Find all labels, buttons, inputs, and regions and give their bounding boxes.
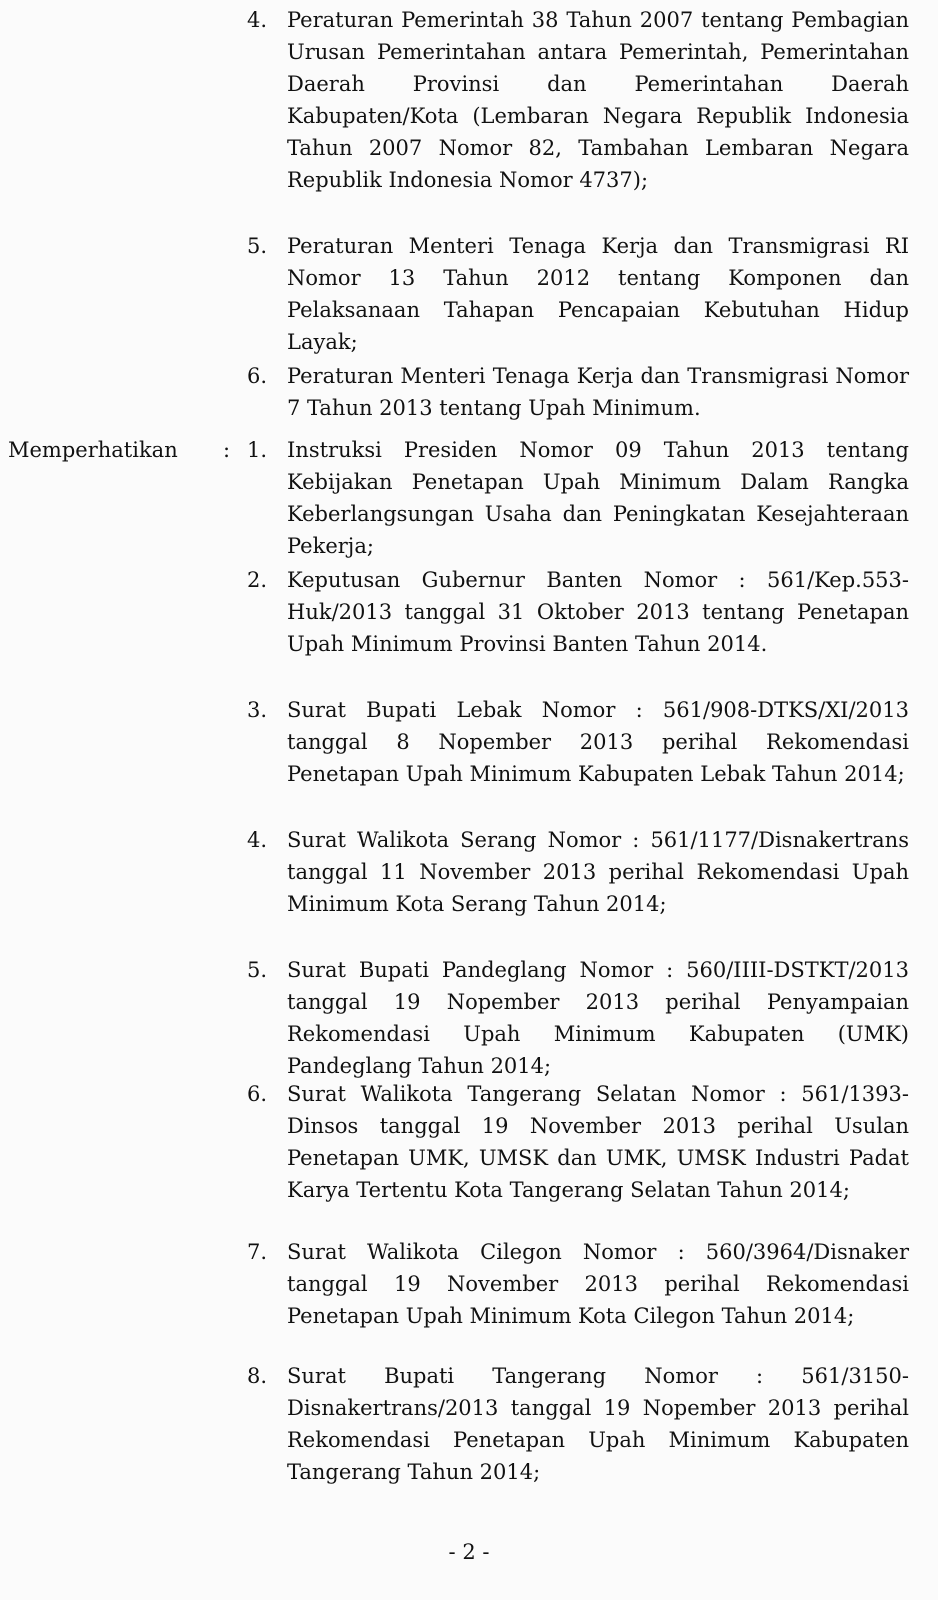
list-item-text: Surat Walikota Serang Nomor : 561/1177/Disnakertrans tanggal 11 November 2013 perihal Rekomendasi Upah Minimum Kota Serang Tahun 2014;	[287, 828, 909, 916]
page-number: - 2 -	[448, 1540, 490, 1564]
section-colon: :	[223, 438, 231, 462]
list-item-number: 8.	[247, 1364, 268, 1388]
list-item-number: 1.	[247, 438, 268, 462]
list-item-number: 3.	[247, 698, 268, 722]
list-item-number: 6.	[247, 1082, 268, 1106]
list-item-text: Instruksi Presiden Nomor 09 Tahun 2013 tentang Kebijakan Penetapan Upah Minimum Dalam Rangka Keberlangsungan Usaha dan Peningkatan Kesejahteraan Pekerja;	[287, 438, 909, 558]
list-item-text: Peraturan Menteri Tenaga Kerja dan Transmigrasi Nomor 7 Tahun 2013 tentang Upah Minimum.	[287, 364, 909, 420]
list-item-number: 2.	[247, 568, 268, 592]
list-item-text: Keputusan Gubernur Banten Nomor : 561/Kep.553-Huk/2013 tanggal 31 Oktober 2013 tentang Penetapan Upah Minimum Provinsi Banten Tahun 2014.	[287, 568, 909, 656]
list-item-text: Surat Bupati Lebak Nomor : 561/908-DTKS/XI/2013 tanggal 8 Nopember 2013 perihal Rekomendasi Penetapan Upah Minimum Kabupaten Lebak Tahun 2014;	[287, 698, 909, 786]
list-item-number: 6.	[247, 364, 268, 388]
list-item-text: Surat Walikota Tangerang Selatan Nomor : 561/1393-Dinsos tanggal 19 November 2013 perihal Usulan Penetapan UMK, UMSK dan UMK, UMSK Industri Padat Karya Tertentu Kota Tangerang Selatan Tahun 2014;	[287, 1082, 909, 1202]
list-item-number: 4.	[247, 828, 268, 852]
list-item-text: Surat Bupati Pandeglang Nomor : 560/IIII-DSTKT/2013 tanggal 19 Nopember 2013 perihal Penyampaian Rekomendasi Upah Minimum Kabupaten (UMK) Pandeglang Tahun 2014;	[287, 958, 909, 1078]
list-item-number: 5.	[247, 234, 268, 258]
list-item-number: 4.	[247, 8, 268, 32]
list-item-text: Surat Bupati Tangerang Nomor : 561/3150-Disnakertrans/2013 tanggal 19 Nopember 2013 perihal Rekomendasi Penetapan Upah Minimum Kabupaten Tangerang Tahun 2014;	[287, 1364, 909, 1484]
list-item-number: 7.	[247, 1240, 268, 1264]
list-item-text: Peraturan Pemerintah 38 Tahun 2007 tentang Pembagian Urusan Pemerintahan antara Pemerintah, Pemerintahan Daerah Provinsi dan Pemerintahan Daerah Kabupaten/Kota (Lembaran Negara Republik Indonesia Tahun 2007 Nomor 82, Tambahan Lembaran Negara Republik Indonesia Nomor 4737);	[287, 8, 909, 192]
list-item-text: Peraturan Menteri Tenaga Kerja dan Transmigrasi RI Nomor 13 Tahun 2012 tentang Komponen dan Pelaksanaan Tahapan Pencapaian Kebutuhan Hidup Layak;	[287, 234, 909, 354]
list-item-text: Surat Walikota Cilegon Nomor : 560/3964/Disnaker tanggal 19 November 2013 perihal Rekomendasi Penetapan Upah Minimum Kota Cilegon Tahun 2014;	[287, 1240, 909, 1328]
section-label: Memperhatikan	[8, 438, 178, 462]
list-item-number: 5.	[247, 958, 268, 982]
